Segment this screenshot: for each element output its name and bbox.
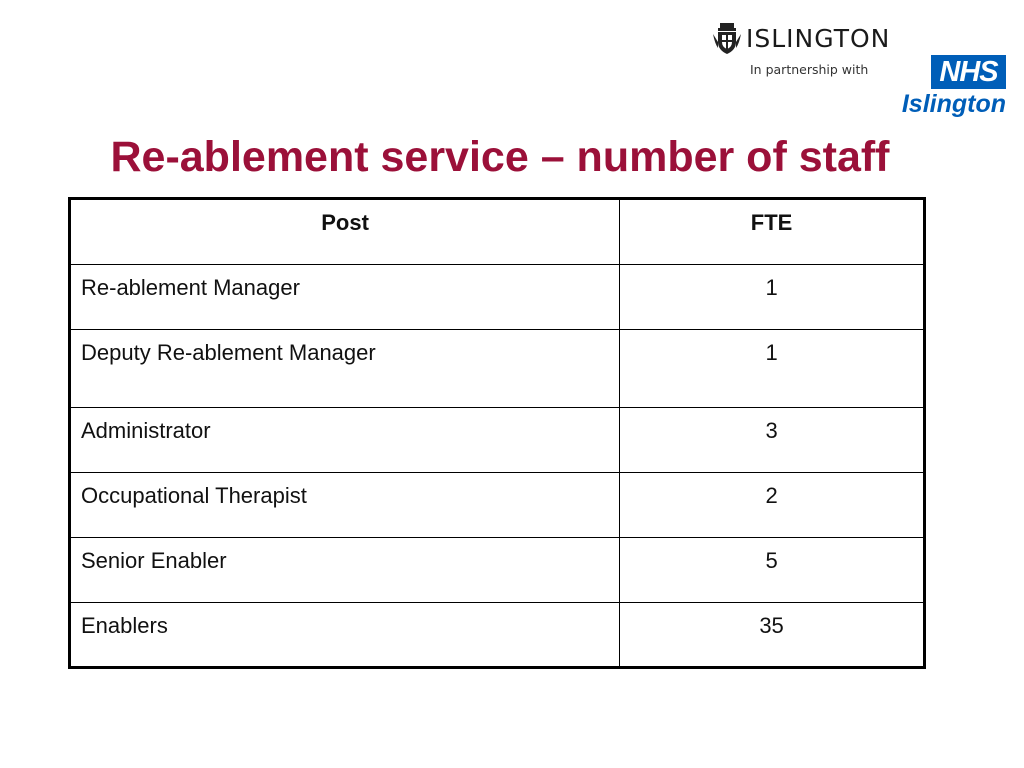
fte-cell: 1: [620, 265, 925, 330]
post-cell: Deputy Re-ablement Manager: [70, 330, 620, 408]
table-row: [70, 265, 925, 330]
nhs-lozenge: [931, 55, 1006, 89]
crest-icon: [712, 22, 742, 56]
nhs-org-name: Islington: [901, 90, 1006, 118]
islington-logo: [712, 22, 927, 82]
nhs-islington-logo: [902, 55, 1008, 125]
table-row: [70, 473, 925, 538]
post-cell: Occupational Therapist: [70, 473, 620, 538]
post-cell: Senior Enabler: [70, 538, 620, 603]
fte-cell: 3: [620, 408, 925, 473]
slide-title: Re-ablement service – number of staff: [110, 133, 890, 181]
post-cell: Enablers: [70, 603, 620, 668]
islington-wordmark: ISLINGTON: [746, 24, 891, 53]
fte-cell: 5: [620, 538, 925, 603]
table-header-row: [70, 199, 925, 265]
post-cell: Re-ablement Manager: [70, 265, 620, 330]
post-cell: Administrator: [70, 408, 620, 473]
nhs-mark: NHS: [939, 56, 998, 88]
table-row: [70, 538, 925, 603]
table-row: [70, 408, 925, 473]
fte-cell: 35: [620, 603, 925, 668]
table-row: [70, 330, 925, 408]
column-header-post: Post: [70, 199, 620, 265]
fte-cell: 2: [620, 473, 925, 538]
table-row: [70, 603, 925, 668]
column-header-fte: FTE: [620, 199, 925, 265]
staff-table: [68, 197, 926, 669]
partnership-text: In partnership with: [750, 62, 869, 77]
fte-cell: 1: [620, 330, 925, 408]
